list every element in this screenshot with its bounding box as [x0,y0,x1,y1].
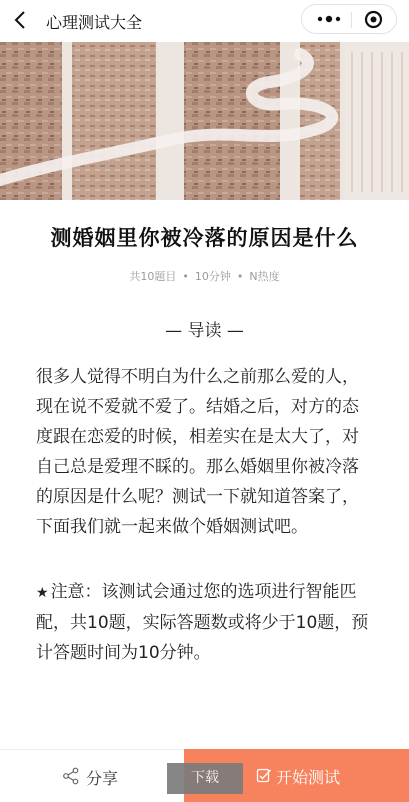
intro-section-title: — 导读 — [165,321,244,341]
edit-check-icon [256,767,272,783]
test-title: 测婚姻里你被冷落的原因是什么 [50,226,359,250]
capsule-divider [351,12,352,28]
test-meta-info [0,268,409,284]
mini-program-close-icon[interactable] [364,10,383,29]
start-test-label: 开始测试 [276,768,341,787]
share-icon [62,767,80,785]
share-button[interactable] [0,749,184,802]
back-icon[interactable] [10,8,32,32]
note-text [36,577,374,668]
star-icon: ★ [36,585,49,601]
test-banner-image [0,42,409,200]
more-dots-icon[interactable] [314,11,344,27]
share-label: 分享 [86,769,119,788]
intro-text: 很多人觉得不明白为什么之前那么爱的人，现在说不爱就不爱了。结婚之后，对方的态度跟在恋爱的时候，相差实在是太大了，对自己总是爱理不睬的。那么婚姻里你被冷落的原因是什么呢？测试一下就知道答案了，下面我们就一起来做个婚姻测试吧。 [36,367,359,537]
page-title: 心理测试大全 [46,13,143,32]
download-button[interactable]: 下载 [167,763,243,794]
note-body: 注意：该测试会通过您的选项进行智能匹配，共10题，实际答题数或将少于10题，预计答题时间为10分钟。 [36,582,369,663]
meta-separator: • [182,270,189,283]
bottom-action-bar [0,749,409,802]
meta-separator: • [236,270,244,283]
top-navigation-bar [0,0,409,42]
duration: 10分钟 [194,270,231,283]
question-count: 共10题目 [129,270,177,283]
heat: N热度 [249,270,280,283]
mini-program-capsule [301,4,397,34]
